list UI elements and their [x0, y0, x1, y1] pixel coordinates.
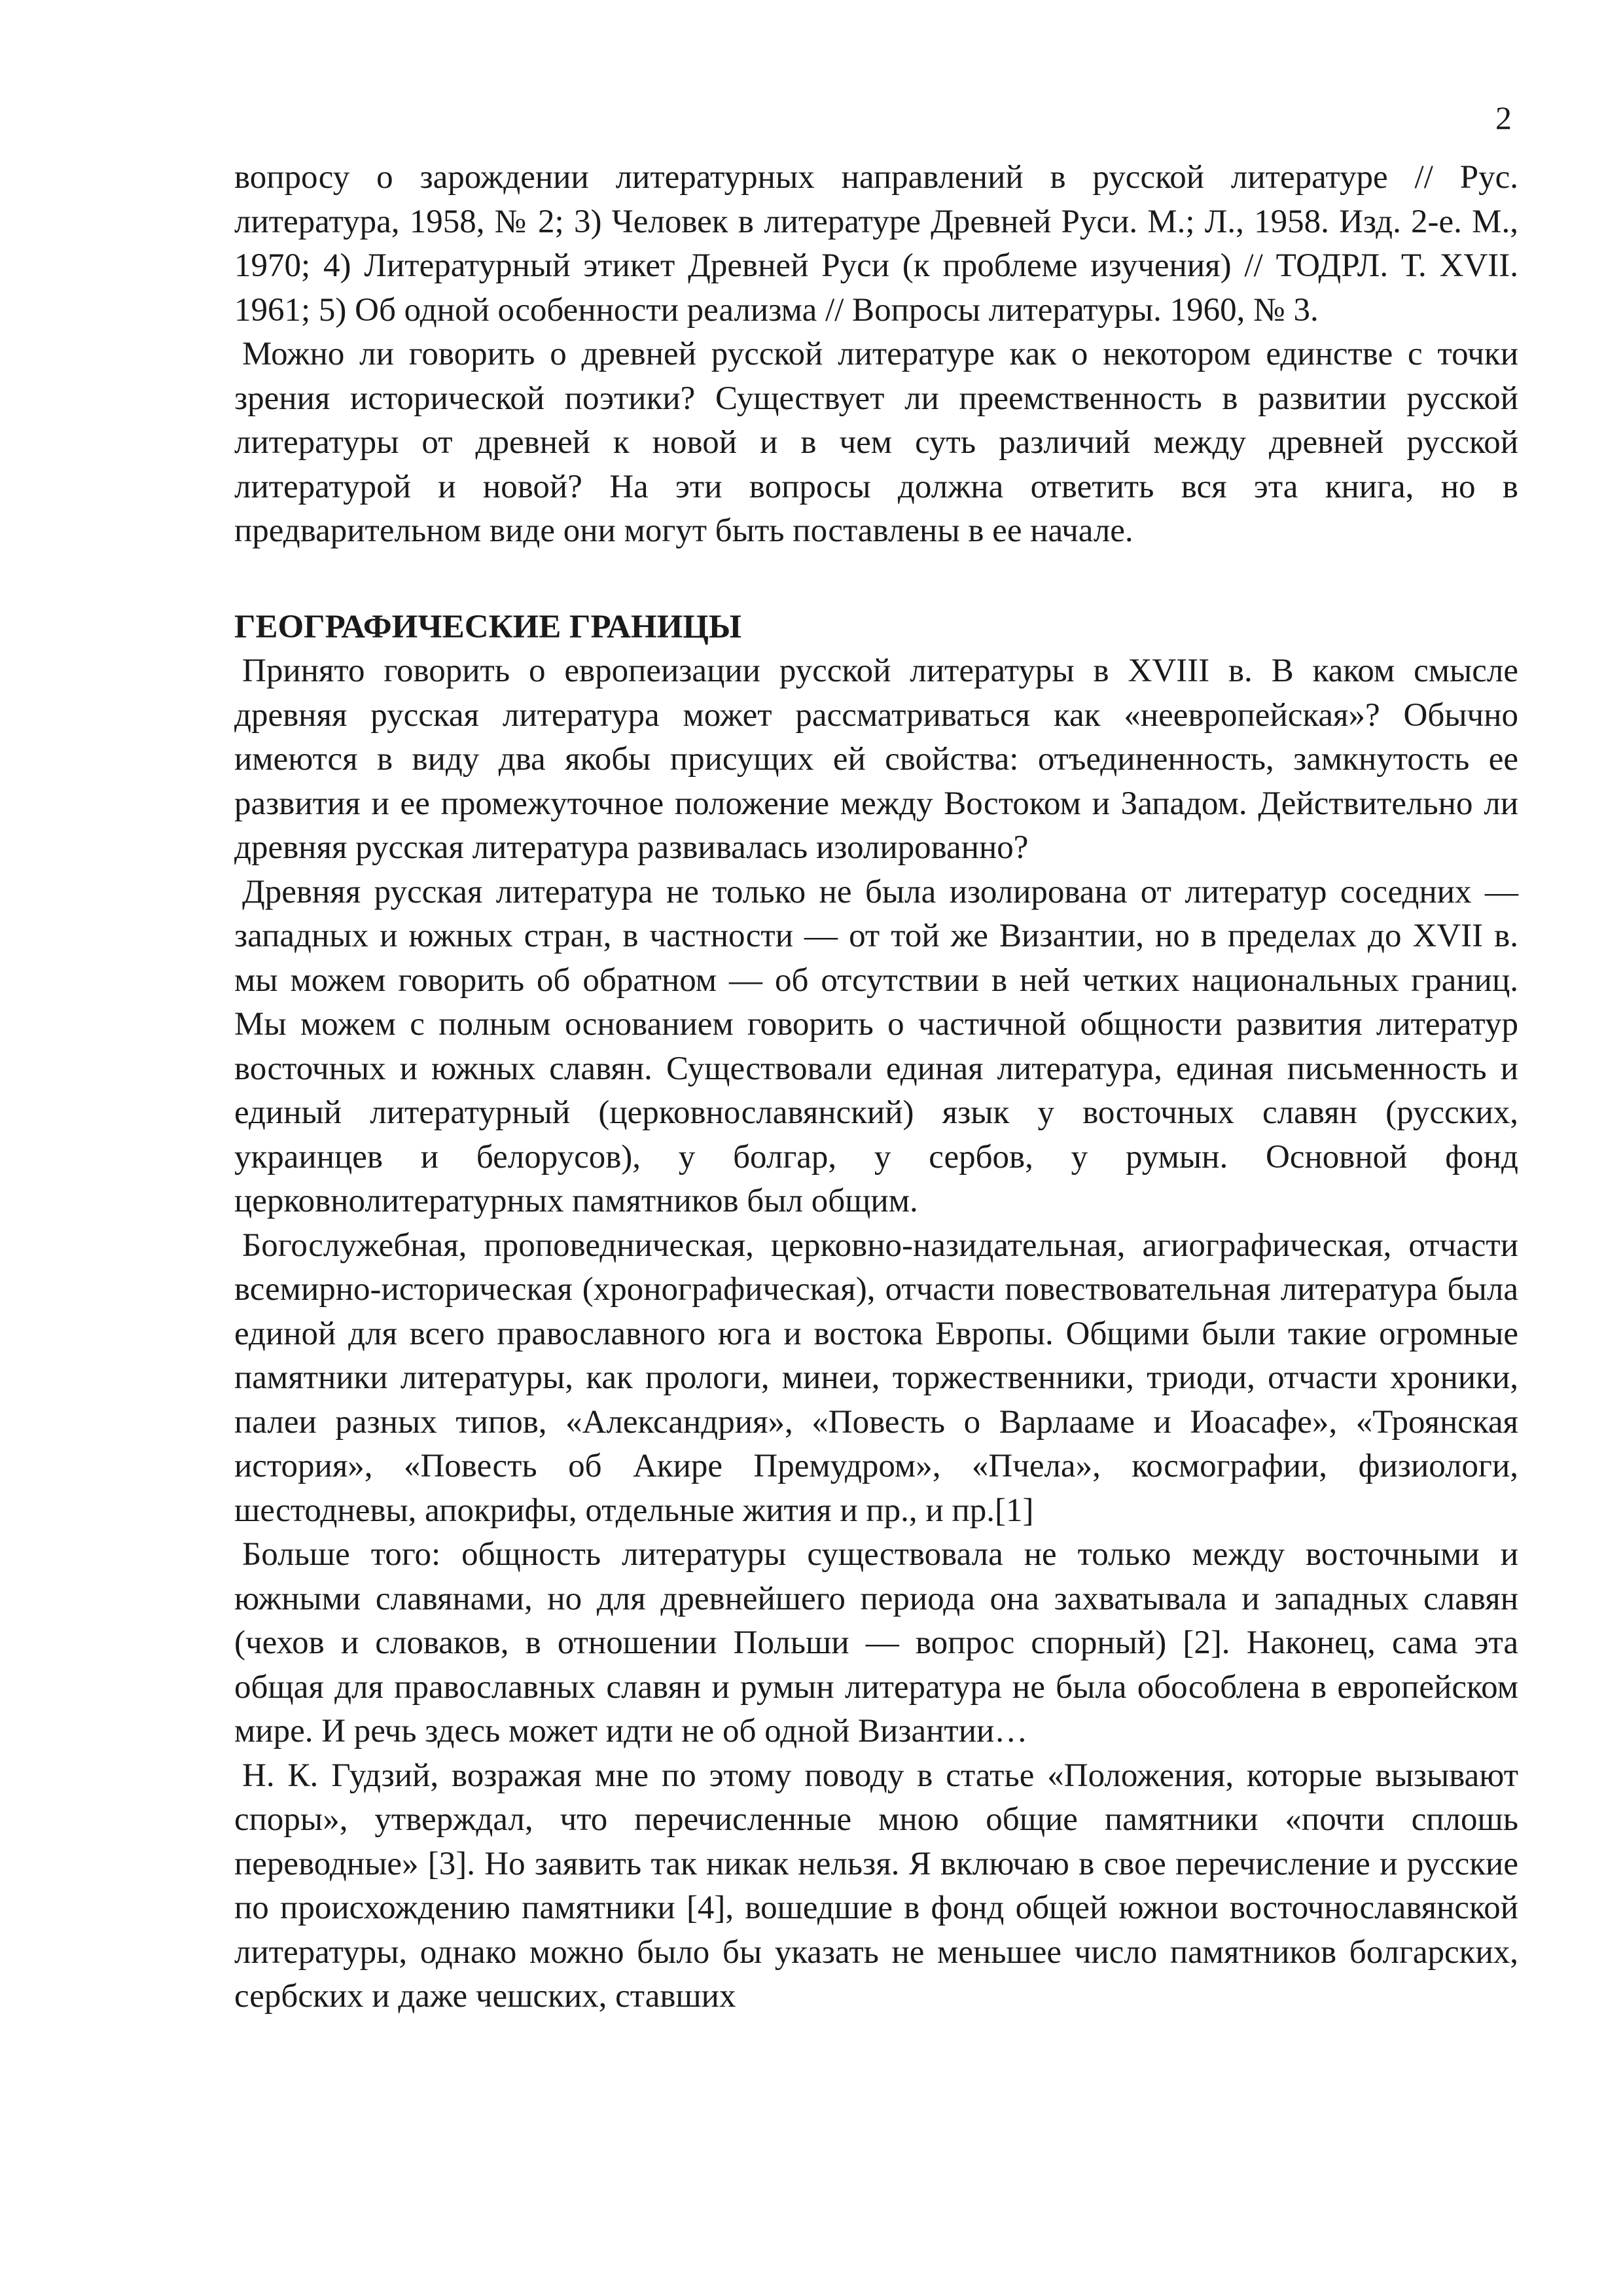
page-number: 2 — [1495, 99, 1512, 136]
section-paragraph-1: Принято говорить о европеизации русской литературы в XVIII в. В каком смысле древняя русская литература может рассматриваться как «неевропейская»? Обычно имеются в виду два якобы присущих ей свойства: отъединенность, замкнутость ее развития и ее промежуточное положение между Востоком и Западом. Действительно ли древняя русская литература развивалась изолированно? — [234, 653, 1518, 866]
section-paragraph-5: Н. К. Гудзий, возражая мне по этому поводу в статье «Положения, которые вызывают споры», утверждал, что перечисленные мною общие памятники «почти сплошь переводные» [3]. Но заявить так никак нельзя. Я включаю в свое перечисление и русские по происхождению памятники [4], вошедшие в фонд общей южнои восточнославянской литературы, однако можно было бы указать не меньшее число памятников болгарских, сербских и даже чешских, ставших — [234, 1757, 1518, 2015]
document-body — [234, 156, 1518, 2019]
section-paragraph-4: Больше того: общность литературы существовала не только между восточными и южными славянами, но для древнейшего периода она захватывала и западных славян (чехов и словаков, в отношении Польши — вопрос спорный) [2]. Наконец, сама эта общая для православных славян и румын литература не была обособлена в европейском мире. И речь здесь может идти не об одной Византии… — [234, 1536, 1518, 1749]
section-paragraph-3: Богослужебная, проповедническая, церковно-назидательная, агиографическая, отчасти всемирно-историческая (хронографическая), отчасти повествовательная литература была единой для всего православного юга и востока Европы. Общими были такие огромные памятники литературы, как прологи, минеи, торжественники, триоди, отчасти хроники, палеи разных типов, «Александрия», «Повесть о Варлааме и Иоасафе», «Троянская история», «Повесть об Акире Премудром», «Пчела», космографии, физиологи, шестодневы, апокрифы, отдельные жития и пр., и пр.[1] — [234, 1227, 1518, 1529]
section-heading: ГЕОГРАФИЧЕСКИЕ ГРАНИЦЫ — [234, 608, 741, 645]
intro-paragraph-1: вопросу о зарождении литературных направлений в русской литературе // Рус. литература, 1958, № 2; 3) Человек в литературе Древней Руси. М.; Л., 1958. Изд. 2-е. М., 1970; 4) Литературный этикет Древней Руси (к проблеме изучения) // ТОДРЛ. Т. XVII. 1961; 5) Об одной особенности реализма // Вопросы литературы. 1960, № 3. — [234, 159, 1518, 329]
section-paragraph-2: Древняя русская литература не только не была изолирована от литератур соседних — западных и южных стран, в частности — от той же Византии, но в пределах до XVII в. мы можем говорить об обратном — об отсутствии в ней четких национальных границ. Мы можем с полным основанием говорить о частичной общности развития литератур восточных и южных славян. Существовали единая литература, единая письменность и единый литературный (церковнославянский) язык у восточных славян (русских, украинцев и белорусов), у болгар, у сербов, у румын. Основной фонд церковнолитературных памятников был общим. — [234, 873, 1518, 1219]
intro-paragraph-2: Можно ли говорить о древней русской литературе как о некотором единстве с точки зрения исторической поэтики? Существует ли преемственность в развитии русской литературы от древней к новой и в чем суть различий между древней русской литературой и новой? На эти вопросы должна ответить вся эта книга, но в предварительном виде они могут быть поставлены в ее начале. — [234, 336, 1518, 549]
